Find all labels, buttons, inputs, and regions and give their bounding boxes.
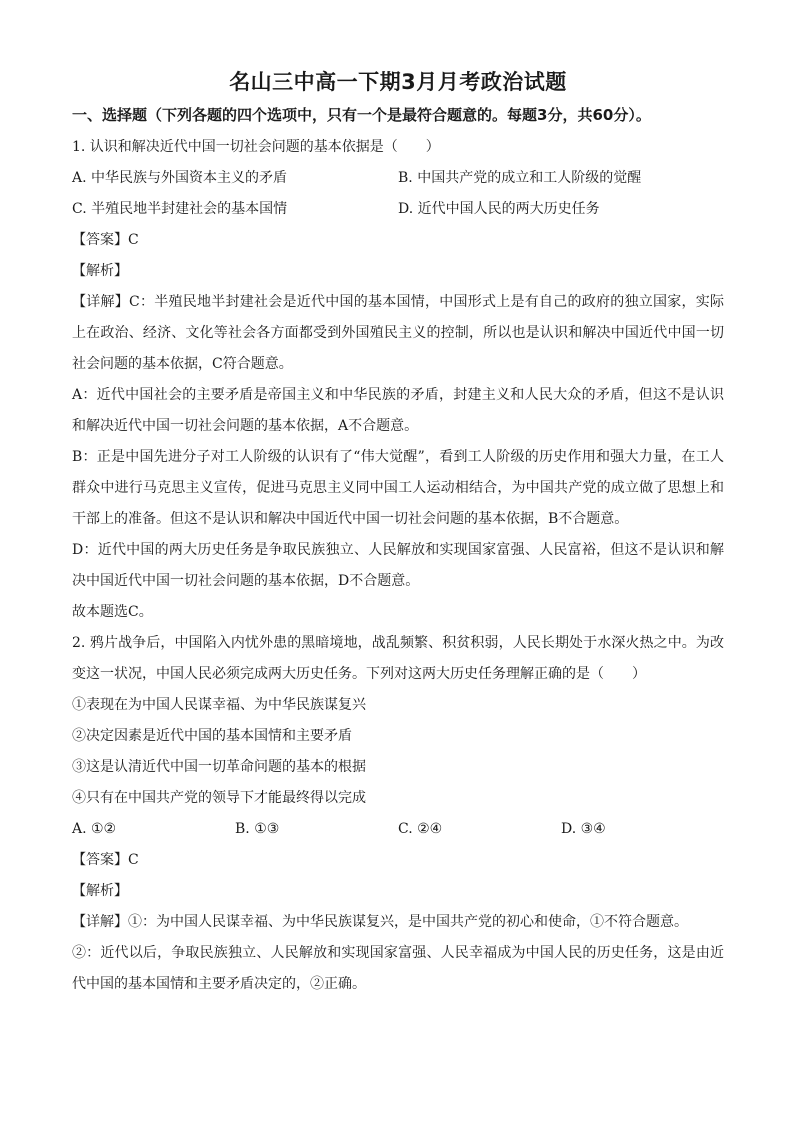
explanation-paragraph: B：正是中国先进分子对工人阶级的认识有了“伟大觉醒”，看到工人阶级的历史作用和强大力量，在工人群众中进行马克思主义宣传，促进马克思主义同中国工人运动相结合，为中国共产党的成立做了思想上和干部上的准备。但这不是认识和解决中国近代中国一切社会问题的基本依据，B不合题意。 — [72, 449, 724, 527]
statement-item: ④只有在中国共产党的领导下才能最终得以完成 — [72, 790, 366, 806]
option-a: A. 中华民族与外国资本主义的矛盾 — [72, 170, 288, 186]
conclusion-line: 故本题选C。 — [72, 604, 153, 620]
options-row — [72, 814, 724, 845]
exam-page — [72, 62, 724, 1000]
option-b: B. 中国共产党的成立和工人阶级的觉醒 — [398, 170, 642, 186]
option-a: A. ①② — [72, 821, 117, 837]
explanation-paragraph: A：近代中国社会的主要矛盾是帝国主义和中华民族的矛盾，封建主义和人民大众的矛盾，但这不是认识和解决近代中国一切社会问题的基本依据，A不合题意。 — [72, 387, 724, 434]
option-b: B. ①③ — [235, 821, 280, 837]
option-c: C. ②④ — [398, 821, 443, 837]
question-stem: 2. 鸦片战争后，中国陷入内忧外患的黑暗境地，战乱频繁、积贫积弱，人民长期处于水深火热之中。为改变这一状况，中国人民必须完成两大历史任务。下列对这两大历史任务理解正确的是（ ） — [72, 635, 724, 682]
explanation-paragraph: ②：近代以后，争取民族独立、人民解放和实现国家富强、人民幸福成为中国人民的历史任务，这是由近代中国的基本国情和主要矛盾决定的，②正确。 — [72, 945, 724, 992]
option-c: C. 半殖民地半封建社会的基本国情 — [72, 201, 288, 217]
options-row — [72, 163, 724, 194]
answer-label: 【答案】C — [72, 232, 139, 248]
analysis-label: 【解析】 — [72, 883, 128, 899]
page-title: 名山三中高一下期3月月考政治试题 — [229, 70, 567, 94]
question-1 — [72, 132, 724, 628]
analysis-label: 【解析】 — [72, 263, 128, 279]
option-d: D. ③④ — [561, 821, 606, 837]
option-d: D. 近代中国人民的两大历史任务 — [398, 201, 600, 217]
question-2 — [72, 628, 724, 1000]
explanation-paragraph: D：近代中国的两大历史任务是争取民族独立、人民解放和实现国家富强、人民富裕，但这不是认识和解决中国近代中国一切社会问题的基本依据，D不合题意。 — [72, 542, 724, 589]
statement-item: ②决定因素是近代中国的基本国情和主要矛盾 — [72, 728, 352, 744]
explanation-paragraph: 【详解】C：半殖民地半封建社会是近代中国的基本国情，中国形式上是有自己的政府的独立国家，实际上在政治、经济、文化等社会各方面都受到外国殖民主义的控制，所以也是认识和解决中国近代中国一切社会问题的基本依据，C符合题意。 — [72, 294, 724, 372]
section-heading: 一、选择题（下列各题的四个选项中，只有一个是最符合题意的。每题3分，共60分）。 — [72, 106, 651, 124]
statement-item: ③这是认清近代中国一切革命问题的基本的根据 — [72, 759, 366, 775]
answer-label: 【答案】C — [72, 852, 139, 868]
question-stem: 1. 认识和解决近代中国一切社会问题的基本依据是（ ） — [72, 139, 440, 155]
options-row — [72, 194, 724, 225]
explanation-paragraph: 【详解】①：为中国人民谋幸福、为中华民族谋复兴，是中国共产党的初心和使命，①不符合题意。 — [72, 914, 688, 930]
statement-item: ①表现在为中国人民谋幸福、为中华民族谋复兴 — [72, 697, 366, 713]
